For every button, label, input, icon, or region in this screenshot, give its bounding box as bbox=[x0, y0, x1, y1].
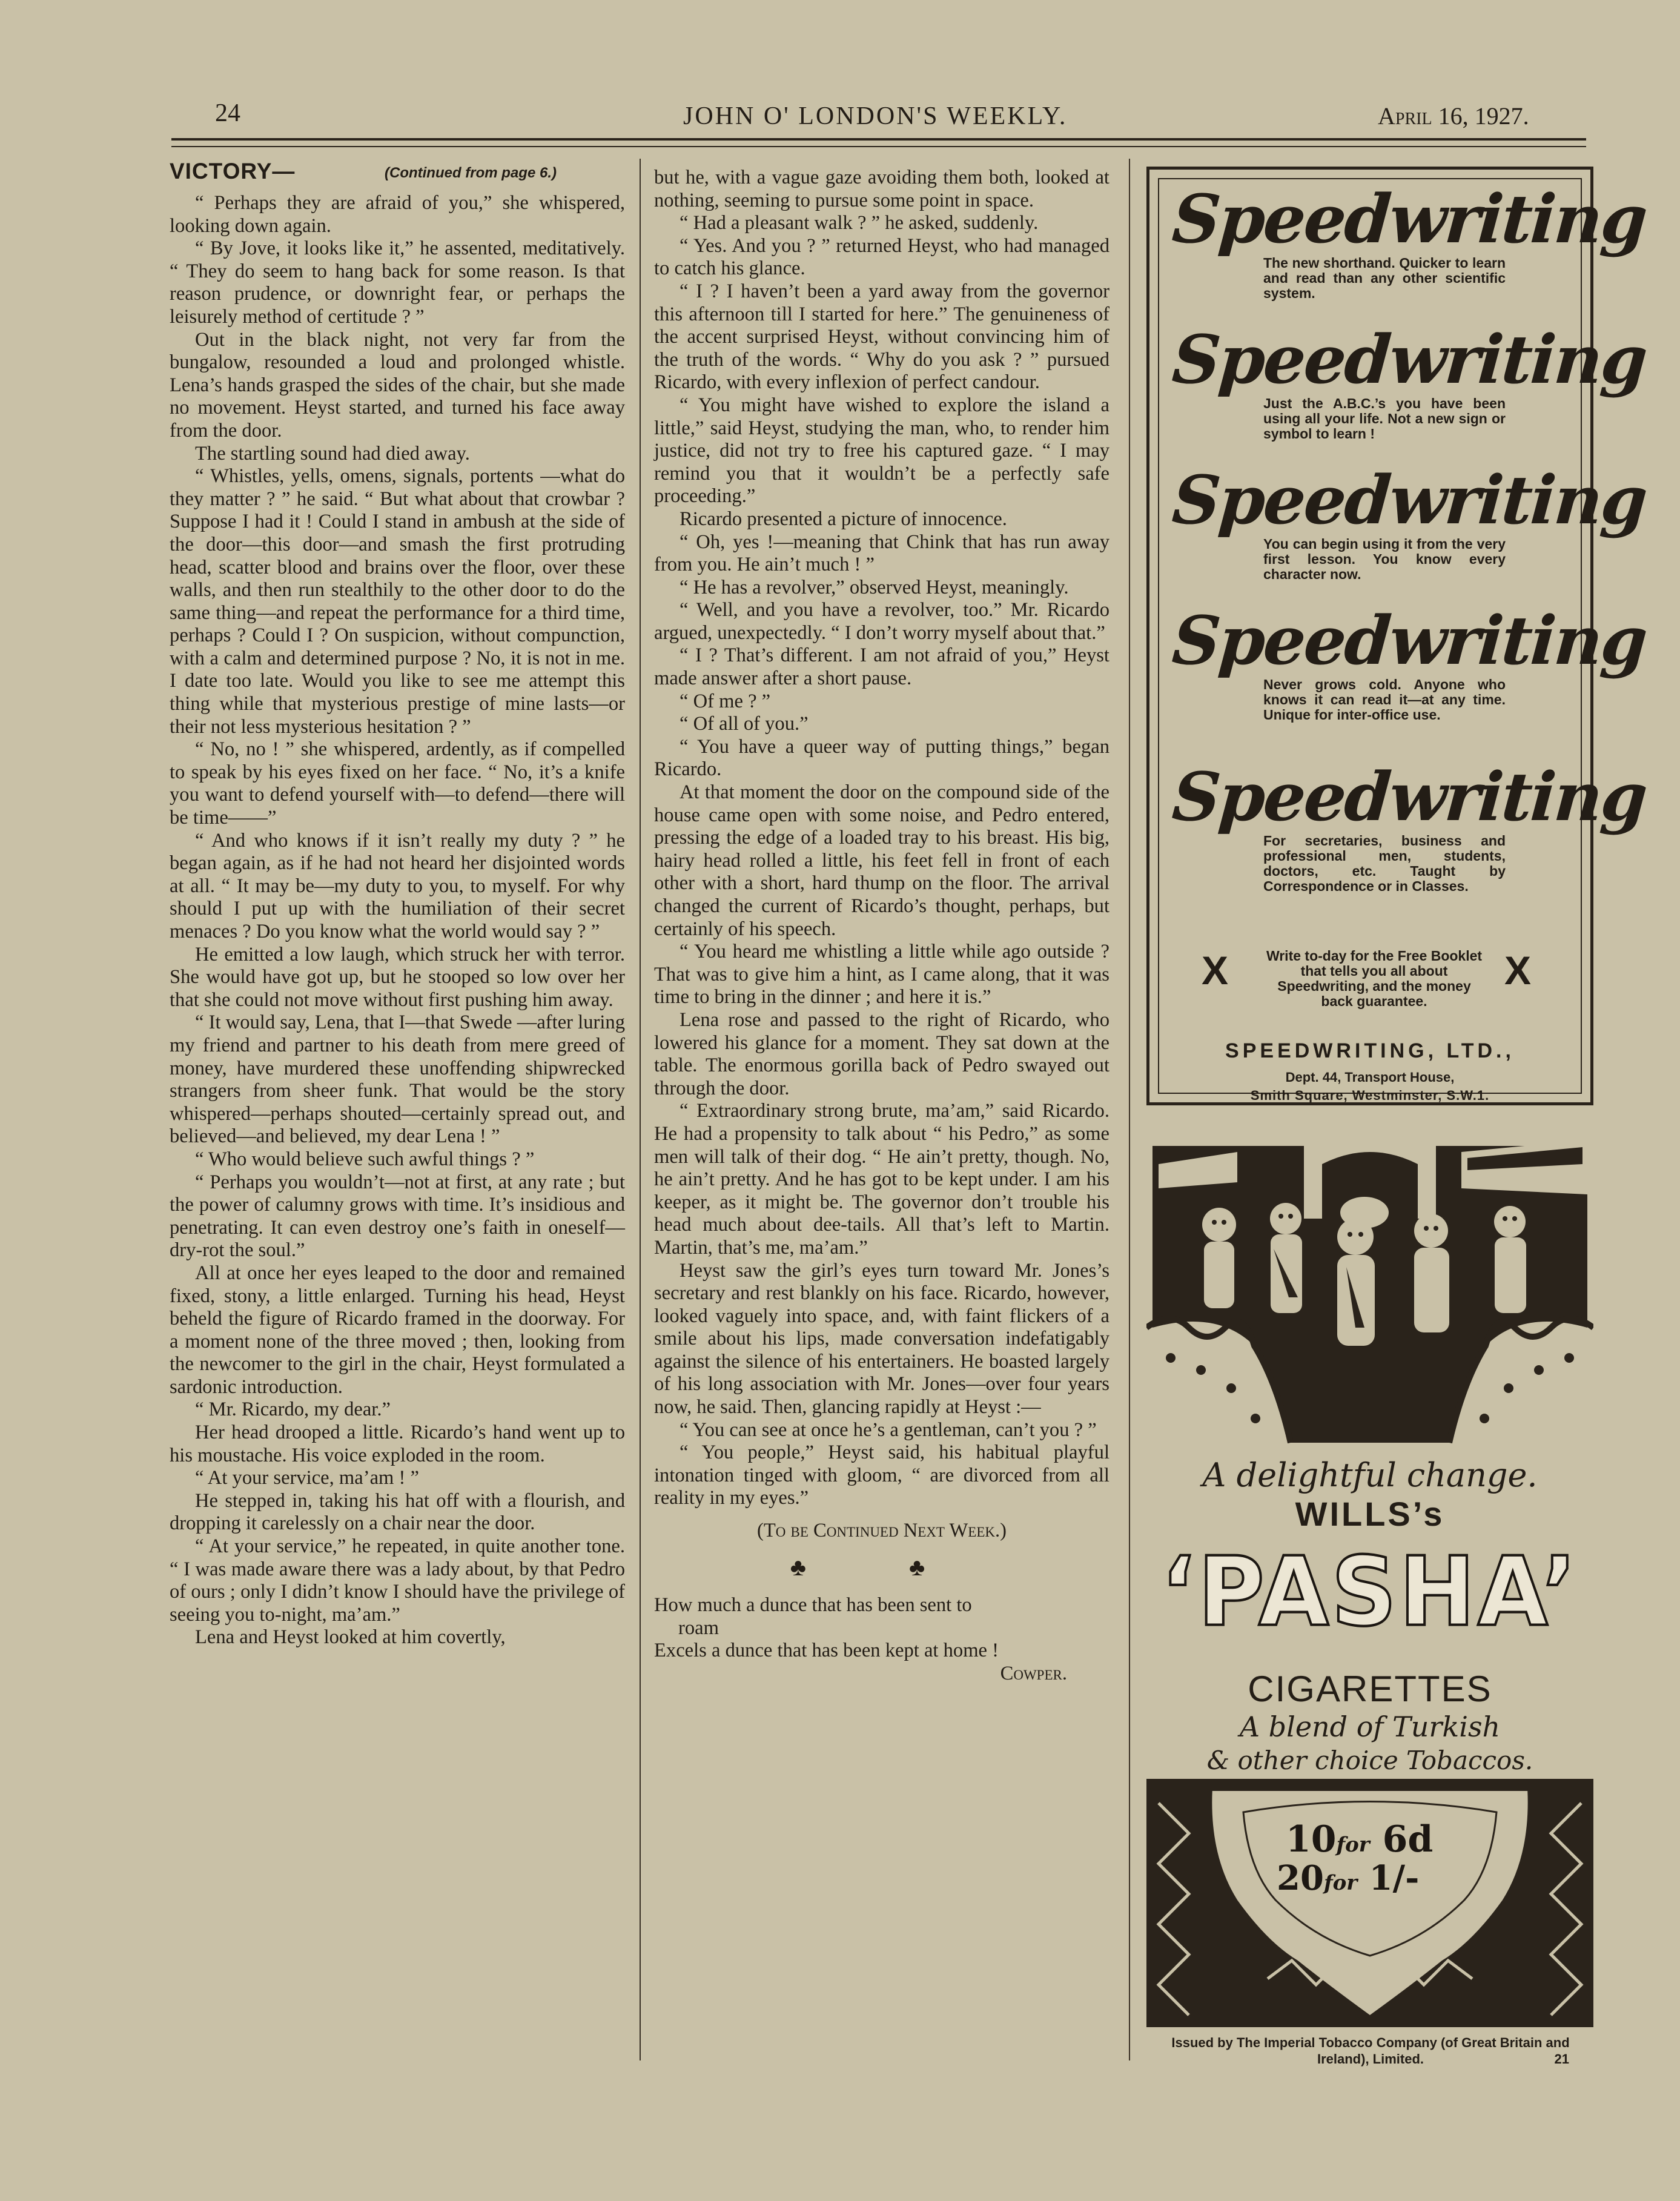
header-rule bbox=[171, 138, 1586, 141]
paragraph: “ I ? That’s different. I am not afraid of you,” Heyst made answer after a short pause. bbox=[654, 644, 1110, 690]
company-address: Dept. 44, Transport House, bbox=[1285, 1070, 1455, 1085]
paragraph: “ Who would believe such awful things ? ” bbox=[195, 1148, 535, 1170]
paragraph: “ You might have wished to explore the island a little,” said Heyst, studying the man, who, to render him justice, did not try to free his captured gaze. “ I may remind you that it wouldn’t be a perfectly safe proceeding.” bbox=[654, 394, 1110, 508]
paragraph: At that moment the door on the compound side of the house came open with some noise, and Pedro entered, pressing the edge of a loaded tray to his breast. His big, hairy head rolled a little, his feet fell in front of each other with a short, hard thump on the floor. The arrival changed the current of Ricardo’s thought, perhaps, but certainly of his speech. bbox=[654, 781, 1110, 940]
paragraph: “ Had a pleasant walk ? ” he asked, suddenly. bbox=[680, 212, 1039, 234]
ad-inner-border bbox=[1158, 178, 1649, 1103]
paragraph: “ You have a queer way of putting things,” began Ricardo. bbox=[654, 735, 1110, 781]
paragraph: “ Perhaps they are afraid of you,” she whispered, looking down again. bbox=[170, 192, 625, 237]
price-qty: 20 bbox=[1277, 1858, 1324, 1898]
ad-code: 21 bbox=[1554, 2051, 1569, 2067]
price-for: for bbox=[1323, 1871, 1358, 1895]
company-address: Smith Square, Westminster, S.W.1. bbox=[1250, 1088, 1490, 1103]
paragraph: “ Whistles, yells, omens, signals, portents —what do they matter ? ” he said. “ But what about that crowbar ? Suppose I had it ! Could I stand in ambush at the side of the door—this door—and smash the first protruding head, scatter blood and brains over the floor, over these walls, and then run stealthily to the other door to do the same thing—and repeat the performance for a third time, perhaps ? Could I ? On suspicion, without compunction, with a calm and determined purpose ? No, it is not in me. I date too late. Would you like to see me attempt this thing while that mysterious prestige of mine lasts—or their not less mysterious hesitation ? ” bbox=[170, 465, 625, 738]
paragraph: “ And who knows if it isn’t really my duty ? ” he began again, as if he had not heard her disjointed words at all. “ It may be—my duty to you, to myself. For why should I put up with the humiliation of their secret menaces ? Do you know what the world would say ? ” bbox=[170, 829, 625, 942]
paragraph: He stepped in, taking his hat off with a flourish, and dropping it carelessly on a chair near the door. bbox=[170, 1489, 625, 1535]
product-type: CIGARETTES bbox=[1248, 1669, 1492, 1709]
speedwriting-block bbox=[1169, 601, 1649, 723]
paragraph: “ No, no ! ” she whispered, ardently, as if compelled to speak by his eyes fixed on her face. “ No, it’s a knife you want to defend yourself with—to defend—there will be time——” bbox=[170, 738, 625, 829]
paragraph: “ You can see at once he’s a gentleman, can’t you ? ” bbox=[680, 1418, 1097, 1441]
paragraph: “ It would say, Lena, that I—that Swede —after luring my friend and partner to his death from mere greed of money, have murdered these unoffending shipwrecked strangers from sheer funk. That would be the story whispered—perhaps shouted—certainly spread out, and believed—and believed, my dear Lena ! ” bbox=[170, 1011, 625, 1148]
ad-blurb: Just the A.B.C.’s you have been using all your life. Not a new sign or symbol to learn ! bbox=[1263, 396, 1506, 442]
speedwriting-block bbox=[1169, 758, 1649, 894]
poem-line: Excels a dunce that has been kept at home ! bbox=[654, 1640, 999, 1662]
story-title: VICTORY— bbox=[170, 159, 296, 184]
paragraph: He emitted a low laugh, which struck her with terror. She would have got up, but he stooped so low over her that she could not move without first pushing him away. bbox=[170, 943, 625, 1011]
speedwriting-block bbox=[1169, 461, 1649, 582]
story-heading bbox=[170, 159, 625, 188]
pasha-advertisement bbox=[1146, 1128, 1593, 2073]
price-for: for bbox=[1336, 1833, 1370, 1857]
paragraph: “ Oh, yes !—meaning that Chink that has run away from you. He ain’t much ! ” bbox=[654, 531, 1110, 576]
paragraph: Out in the black night, not very far from the bungalow, resounded a loud and prolonged whistle. Lena’s hands grasped the sides of the chair, but she made no movement. Heyst started, and turned his face away from the door. bbox=[170, 328, 625, 442]
header-rule-thin bbox=[171, 146, 1586, 147]
product-name bbox=[1146, 1537, 1593, 1648]
price-value: 6d bbox=[1382, 1818, 1434, 1861]
issue-date: April 16, 1927. bbox=[1378, 102, 1529, 130]
paragraph: “ Mr. Ricardo, my dear.” bbox=[195, 1398, 391, 1421]
poem-line bbox=[654, 1594, 1110, 1640]
speedwriting-logo: Speedwriting bbox=[1169, 601, 1649, 680]
paragraph: Ricardo presented a picture of innocence. bbox=[680, 508, 1007, 530]
product-name-text: ‘PASHA’ bbox=[1160, 1537, 1579, 1648]
issuer-note: Issued by The Imperial Tobacco Company (of Great Britain and Ireland), Limited. bbox=[1171, 2035, 1570, 2067]
price-10 bbox=[1286, 1818, 1433, 1861]
paragraph: “ Perhaps you wouldn’t—not at first, at any rate ; but the power of calumny grows with time. It’s insidious and penetrating. It can even destroy one’s faith in oneself—dry-rot the soul.” bbox=[170, 1171, 625, 1262]
column-divider bbox=[640, 159, 641, 2060]
speedwriting-block bbox=[1169, 320, 1649, 442]
paragraph: “ Of all of you.” bbox=[680, 713, 809, 735]
x-mark-icon: X bbox=[1504, 948, 1532, 993]
paragraph: “ At your service, ma’am ! ” bbox=[195, 1467, 419, 1489]
speedwriting-logo: Speedwriting bbox=[1169, 461, 1649, 539]
speedwriting-logo: Speedwriting bbox=[1169, 320, 1649, 399]
paragraph: “ By Jove, it looks like it,” he assented, meditatively. “ They do seem to hang back for some reason. Is that reason prudence, or downright fear, or perhaps the leisurely method of certitude ? ” bbox=[170, 237, 625, 328]
write-today-text: Write to-day for the Free Booklet that tells you all about Speedwriting, and the money back guarantee. bbox=[1266, 948, 1483, 1009]
ad-tagline: A delightful change. bbox=[1202, 1456, 1538, 1494]
story-column-1 bbox=[170, 192, 625, 1649]
to-be-continued: (To be Continued Next Week.) bbox=[757, 1520, 1007, 1542]
speedwriting-logo: Speedwriting bbox=[1169, 180, 1649, 258]
x-mark-icon: X bbox=[1202, 948, 1229, 993]
brand-name: WILLS’s bbox=[1295, 1495, 1445, 1533]
poem-author: Cowper. bbox=[1000, 1663, 1067, 1684]
paragraph: All at once her eyes leaped to the door and remained fixed, stony, a little enlarged. Turning his head, Heyst beheld the figure of Ricardo framed in the doorway. For a moment none of the three moved ; then, looking from the newcomer to the girl in the chair, Heyst formulated a sardonic introduction. bbox=[170, 1262, 625, 1398]
market-scene-illustration bbox=[1146, 1128, 1593, 1467]
blend-description: A blend of Turkish bbox=[1239, 1710, 1501, 1743]
speedwriting-advertisement bbox=[1146, 167, 1649, 1105]
paragraph: Her head drooped a little. Ricardo’s hand went up to his moustache. His voice exploded in the room. bbox=[170, 1422, 625, 1466]
continued-note: (Continued from page 6.) bbox=[385, 165, 557, 181]
paragraph: “ Well, and you have a revolver, too.” Mr. Ricardo argued, unexpectedly. “ I don’t worry myself about that.” bbox=[654, 599, 1110, 644]
column-divider bbox=[1129, 159, 1130, 2060]
paragraph: “ Of me ? ” bbox=[680, 690, 771, 712]
ad-blurb: For secretaries, business and professional men, students, doctors, etc. Taught by Correspondence or in Classes. bbox=[1263, 833, 1506, 894]
paragraph: “ Extraordinary strong brute, ma’am,” said Ricardo. He had a propensity to talk about “ his Pedro,” as some men will talk of their dog. “ He ain’t pretty, though. No, he ain’t pretty. And he has got to be kept under. I am his keeper, as it might be. The governor don’t trouble his head much about dee-tails. All that’s left to Martin. Martin, that’s me, ma’am.” bbox=[654, 1100, 1110, 1259]
paragraph: Heyst saw the girl’s eyes turn toward Mr. Jones’s secretary and rest blankly on his face. Ricardo, however, looked vaguely into space, and, with faint flickers of a smile about his lips, made conversation indefatigably against the silence of his entertainers. He boasted largely of his long association with Mr. Jones—over four years now, he said. Then, glancing rapidly at Heyst :— bbox=[654, 1259, 1110, 1418]
price-20 bbox=[1277, 1858, 1419, 1898]
blend-description: & other choice Tobaccos. bbox=[1206, 1746, 1533, 1775]
clover-ornament-icon: ♣ ♣ bbox=[790, 1553, 974, 1581]
cigarette-pack-illustration bbox=[1146, 1779, 1593, 2027]
company-name: SPEEDWRITING, LTD., bbox=[1225, 1039, 1515, 1062]
paragraph: The startling sound had died away. bbox=[195, 442, 470, 465]
speedwriting-block bbox=[1169, 180, 1649, 301]
story-column-2 bbox=[654, 167, 1110, 1686]
paragraph: “ At your service,” he repeated, in quite another tone. “ I was made aware there was a lady about, by that Pedro of ours ; only I didn’t know I should have the privilege of seeing you to-night, ma’am.” bbox=[170, 1535, 625, 1626]
speedwriting-logo: Speedwriting bbox=[1169, 758, 1649, 836]
paragraph: “ I ? I haven’t been a yard away from the governor this afternoon till I started for here.” The genuineness of the accent surprised Heyst, without convincing him of the truth of the words. “ Why do you ask ? ” pursued Ricardo, with every inflexion of perfect candour. bbox=[654, 280, 1110, 394]
price-value: 1/- bbox=[1369, 1858, 1420, 1898]
ad-blurb: Never grows cold. Anyone who knows it can read it—at any time. Unique for inter-office use. bbox=[1263, 677, 1506, 723]
paragraph: “ You people,” Heyst said, his habitual playful intonation tinged with gloom, “ are divorced from all reality in my eyes.” bbox=[654, 1441, 1110, 1509]
poem-line-text: roam bbox=[678, 1617, 719, 1639]
price-qty: 10 bbox=[1286, 1818, 1337, 1861]
paragraph: “ He has a revolver,” observed Heyst, meaningly. bbox=[680, 576, 1069, 598]
paragraph: “ Yes. And you ? ” returned Heyst, who had managed to catch his glance. bbox=[654, 234, 1110, 280]
ad-blurb: You can begin using it from the very first lesson. You know every character now. bbox=[1263, 536, 1506, 582]
paragraph: Lena rose and passed to the right of Ricardo, who lowered his glance for a moment. They sat down at the table. The enormous gorilla back of Pedro swayed out through the door. bbox=[654, 1008, 1110, 1099]
poem-line-text: How much a dunce that has been sent to bbox=[654, 1594, 972, 1617]
page-number: 24 bbox=[215, 99, 240, 127]
paragraph: “ You heard me whistling a little while ago outside ? That was to give him a hint, as I came along, that it was time to bring in the dinner ; and here it is.” bbox=[654, 941, 1110, 1008]
ad-blurb: The new shorthand. Quicker to learn and read than any other scientific system. bbox=[1263, 255, 1506, 301]
publication-title: JOHN O' LONDON'S WEEKLY. bbox=[683, 102, 1068, 130]
paragraph: Lena and Heyst looked at him covertly, bbox=[195, 1626, 506, 1649]
paragraph: but he, with a vague gaze avoiding them both, looked at nothing, seeming to pursue some point in space. bbox=[654, 167, 1110, 211]
